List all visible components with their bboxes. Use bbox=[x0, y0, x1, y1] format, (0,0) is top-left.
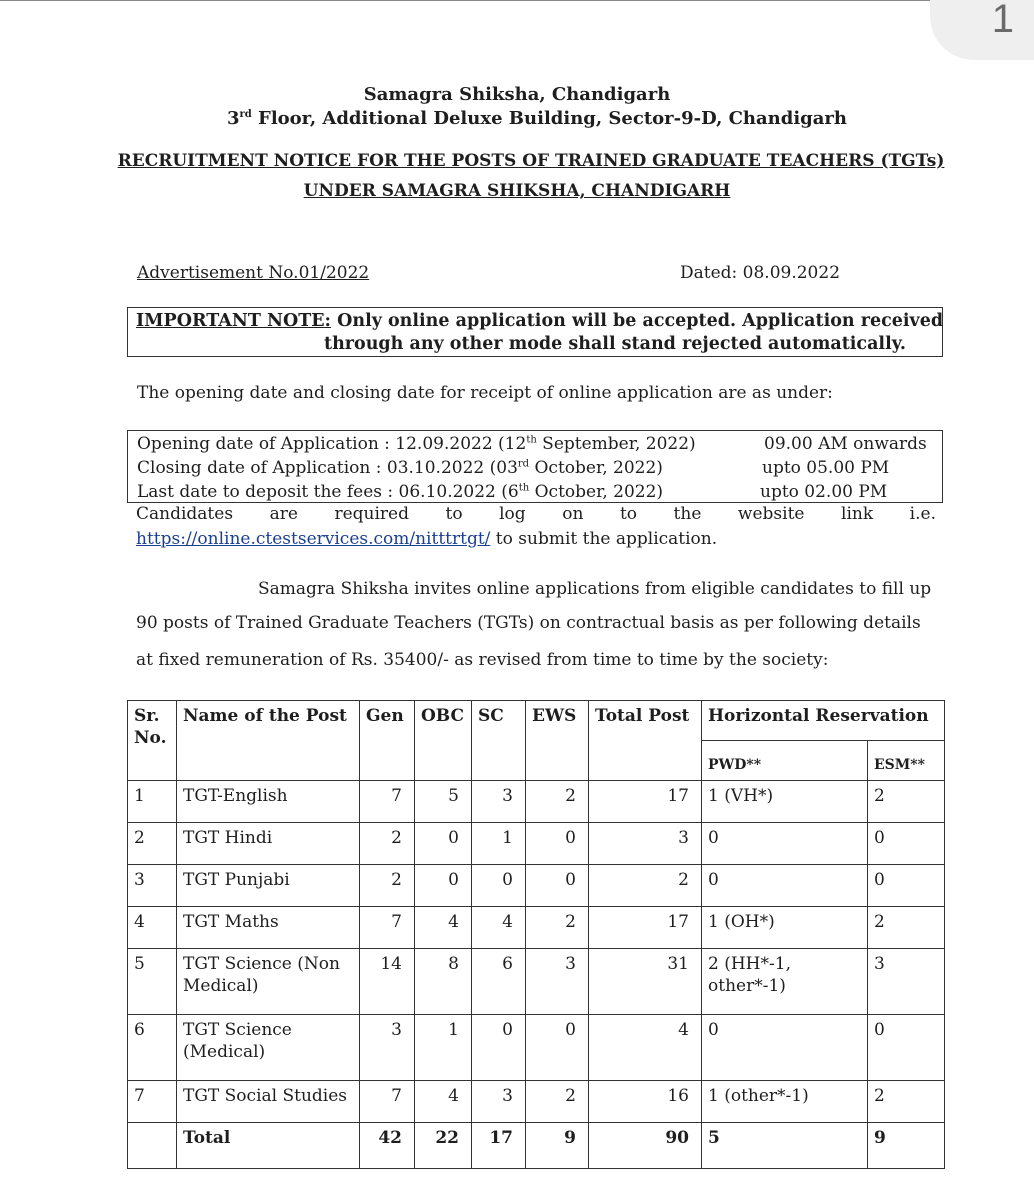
candidates-instruction: Candidates are required to log on to the website link i.e. bbox=[136, 504, 936, 524]
header-horizontal: Horizontal Reservation bbox=[702, 701, 945, 741]
advertisement-date: Dated: 08.09.2022 bbox=[680, 263, 841, 283]
dates-box bbox=[127, 430, 943, 503]
posts-table bbox=[127, 700, 945, 1169]
header-esm: ESM** bbox=[868, 741, 945, 781]
header-sr: Sr. No. bbox=[128, 701, 177, 781]
closing-date: Closing date of Application : 03.10.2022 (03rd October, 2022) bbox=[137, 458, 663, 478]
important-note-line-2: through any other mode shall stand rejected automatically. bbox=[324, 334, 906, 354]
opening-time: 09.00 AM onwards bbox=[764, 434, 927, 454]
application-link[interactable]: https://online.ctestservices.com/nitttrtgt/ bbox=[136, 529, 491, 549]
invitation-line-3: at fixed remuneration of Rs. 35400/- as revised from time to time by the society: bbox=[136, 650, 829, 670]
header-pwd: PWD** bbox=[702, 741, 868, 781]
table-row: 2 TGT Hindi 2 0 1 0 3 0 0 bbox=[128, 823, 945, 865]
important-note-line-1: IMPORTANT NOTE: Only online application will be accepted. Application received bbox=[136, 311, 944, 331]
header-ews: EWS bbox=[526, 701, 589, 781]
invitation-line-2: 90 posts of Trained Graduate Teachers (TGTs) on contractual basis as per following details bbox=[136, 613, 921, 633]
advertisement-number: Advertisement No.01/2022 bbox=[137, 263, 370, 283]
dates-intro: The opening date and closing date for receipt of online application are as under: bbox=[137, 383, 833, 403]
header-obc: OBC bbox=[415, 701, 472, 781]
top-rule bbox=[0, 0, 940, 1]
table-total-row: Total 42 22 17 9 90 5 9 bbox=[128, 1123, 945, 1169]
application-link-line: https://online.ctestservices.com/nitttrtgt/ to submit the application. bbox=[136, 529, 718, 549]
org-name: Samagra Shiksha, Chandigarh bbox=[363, 84, 671, 105]
table-row: 3 TGT Punjabi 2 0 0 0 2 0 0 bbox=[128, 865, 945, 907]
notice-title-line-2: UNDER SAMAGRA SHIKSHA, CHANDIGARH bbox=[303, 181, 731, 201]
header-gen: Gen bbox=[360, 701, 415, 781]
header-sc: SC bbox=[472, 701, 526, 781]
invitation-line-1: Samagra Shiksha invites online applications from eligible candidates to fill up bbox=[258, 579, 932, 599]
header-total: Total Post bbox=[589, 701, 702, 781]
table-row: 4 TGT Maths 7 4 4 2 17 1 (OH*) 2 bbox=[128, 907, 945, 949]
fees-time: upto 02.00 PM bbox=[760, 482, 888, 502]
notice-title-line-1: RECRUITMENT NOTICE FOR THE POSTS OF TRAINED GRADUATE TEACHERS (TGTs) bbox=[117, 151, 945, 171]
table-row: 5 TGT Science (Non Medical) 14 8 6 3 31 2 (HH*-1, other*-1) 3 bbox=[128, 949, 945, 1015]
table-header-row bbox=[128, 701, 945, 741]
header-post: Name of the Post bbox=[177, 701, 360, 781]
fees-date: Last date to deposit the fees : 06.10.2022 (6th October, 2022) bbox=[137, 482, 664, 502]
org-address: 3rd Floor, Additional Deluxe Building, Sector-9-D, Chandigarh bbox=[226, 108, 848, 129]
table-row: 1 TGT-English 7 5 3 2 17 1 (VH*) 2 bbox=[128, 781, 945, 823]
important-note-box bbox=[127, 307, 943, 357]
opening-date: Opening date of Application : 12.09.2022 (12th September, 2022) bbox=[137, 434, 696, 454]
table-row: 7 TGT Social Studies 7 4 3 2 16 1 (other*-1) 2 bbox=[128, 1081, 945, 1123]
page-number-badge: 1 bbox=[930, 0, 1034, 60]
closing-time: upto 05.00 PM bbox=[762, 458, 890, 478]
table-row: 6 TGT Science (Medical) 3 1 0 0 4 0 0 bbox=[128, 1015, 945, 1081]
